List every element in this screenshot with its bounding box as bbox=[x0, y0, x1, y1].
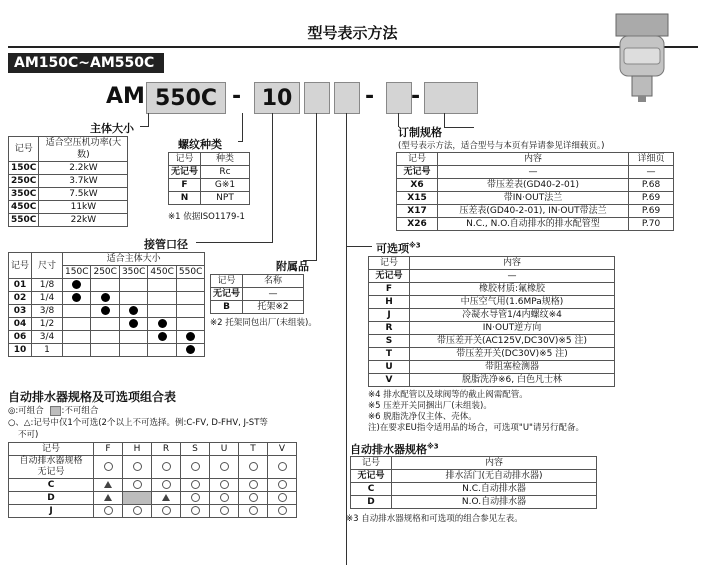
col-header: U bbox=[210, 443, 239, 456]
accessory-note: ※2 托架同包出厂(未组装)。 bbox=[210, 318, 317, 328]
circle-mark bbox=[133, 480, 142, 489]
cell: 带压差表(GD40-2-01) bbox=[438, 179, 629, 192]
note-line: ※5 压差开关同捆出厂(未组装)。 bbox=[368, 401, 492, 411]
circle-mark bbox=[249, 480, 258, 489]
col-header: T bbox=[239, 443, 268, 456]
cell: N.C., N.O.自动排水的排水配管型 bbox=[438, 218, 629, 231]
table-row bbox=[397, 205, 674, 218]
cell: 托架※2 bbox=[243, 301, 304, 314]
cell: 带阻塞检测器 bbox=[410, 361, 615, 374]
col-header: 450C bbox=[148, 266, 176, 279]
cell bbox=[152, 456, 181, 479]
cell: 22kW bbox=[39, 214, 128, 227]
model-custom-box bbox=[424, 82, 478, 114]
cell: 250C bbox=[9, 175, 39, 188]
table-row bbox=[369, 296, 615, 309]
combo-title: 自动排水器规格及可选项组合表 bbox=[8, 390, 177, 404]
cell: P.70 bbox=[629, 218, 674, 231]
cell bbox=[176, 279, 204, 292]
model-dash: - bbox=[232, 84, 242, 109]
circle-mark bbox=[191, 506, 200, 515]
cell bbox=[123, 505, 152, 518]
available-mark bbox=[129, 306, 138, 315]
note-line: ※4 排水配管以及球阀等的截止阀需配管。 bbox=[368, 390, 528, 400]
circle-mark bbox=[104, 506, 113, 515]
table-row bbox=[9, 331, 205, 344]
cell: F bbox=[369, 283, 410, 296]
cell: IN·OUT逆方向 bbox=[410, 322, 615, 335]
table-row bbox=[9, 492, 297, 505]
cell bbox=[152, 479, 181, 492]
cell: 1 bbox=[32, 344, 63, 357]
circle-mark bbox=[133, 462, 142, 471]
row-head: 自动排水器规格 bbox=[19, 456, 83, 466]
circle-mark bbox=[162, 480, 171, 489]
cell: 排水活门(无自动排水器) bbox=[392, 470, 597, 483]
cell: 无记号 bbox=[211, 288, 243, 301]
cell: 3.7kW bbox=[39, 175, 128, 188]
table-row bbox=[397, 218, 674, 231]
cell: T bbox=[369, 348, 410, 361]
col-header: 适合主体大小 bbox=[63, 253, 205, 266]
cell: 1/4 bbox=[32, 292, 63, 305]
table-row bbox=[369, 361, 615, 374]
page-title: 型号表示方法 bbox=[307, 24, 398, 42]
circle-mark bbox=[220, 462, 229, 471]
col-header: 550C bbox=[176, 266, 204, 279]
cell: 中压空气用(1.6MPa规格) bbox=[410, 296, 615, 309]
cell: 橡胶材质:氟橡胶 bbox=[410, 283, 615, 296]
cell: — bbox=[410, 270, 615, 283]
triangle-mark bbox=[162, 494, 170, 501]
col-header: 记号 bbox=[351, 457, 392, 470]
col-header: 记号 bbox=[169, 153, 201, 166]
cell bbox=[210, 492, 239, 505]
cell bbox=[123, 456, 152, 479]
available-mark bbox=[158, 319, 167, 328]
cell bbox=[152, 505, 181, 518]
cell: 无记号 bbox=[169, 166, 201, 179]
options-label bbox=[376, 240, 421, 256]
cell bbox=[181, 505, 210, 518]
col-header: V bbox=[268, 443, 297, 456]
cell: 带IN·OUT法兰 bbox=[438, 192, 629, 205]
cell bbox=[94, 505, 123, 518]
cell: X6 bbox=[397, 179, 438, 192]
combo-table bbox=[8, 442, 297, 518]
drain-label-sup: ※3 bbox=[427, 442, 439, 451]
cell bbox=[119, 279, 147, 292]
cell: P.69 bbox=[629, 192, 674, 205]
cell: H bbox=[369, 296, 410, 309]
col-header: 记号 bbox=[9, 137, 39, 162]
col-header: 150C bbox=[63, 266, 91, 279]
col-header: 适合空压机功率(大数) bbox=[39, 137, 128, 162]
cell bbox=[91, 305, 119, 318]
cell: 02 bbox=[9, 292, 32, 305]
table-row bbox=[9, 292, 205, 305]
cell bbox=[63, 279, 91, 292]
model-dash-2: - bbox=[365, 84, 375, 109]
cell bbox=[148, 344, 176, 357]
circle-mark bbox=[220, 480, 229, 489]
col-header: 记号 bbox=[9, 253, 32, 279]
cell bbox=[268, 479, 297, 492]
cell bbox=[176, 318, 204, 331]
table-row bbox=[369, 322, 615, 335]
cell: 7.5kW bbox=[39, 188, 128, 201]
cell bbox=[63, 344, 91, 357]
table-row bbox=[369, 348, 615, 361]
cell bbox=[210, 505, 239, 518]
cell: P.68 bbox=[629, 179, 674, 192]
cell: 带压差开关(AC125V,DC30V)※5 注) bbox=[410, 335, 615, 348]
drain-table bbox=[350, 456, 597, 509]
body-size-label: 主体大小 bbox=[90, 122, 134, 135]
table-row bbox=[369, 270, 615, 283]
cell bbox=[9, 456, 94, 479]
available-mark bbox=[72, 280, 81, 289]
accessory-label: 附属品 bbox=[276, 260, 309, 273]
cell bbox=[63, 318, 91, 331]
cell: J bbox=[9, 505, 94, 518]
cell: F bbox=[169, 179, 201, 192]
cell bbox=[91, 344, 119, 357]
cell: U bbox=[369, 361, 410, 374]
table-row bbox=[9, 279, 205, 292]
table-row bbox=[9, 479, 297, 492]
cell: — bbox=[629, 166, 674, 179]
filter-product-image bbox=[612, 8, 672, 104]
cell: 3/4 bbox=[32, 331, 63, 344]
available-mark bbox=[158, 332, 167, 341]
col-header: 记号 bbox=[397, 153, 438, 166]
note-line: ※6 脱脂洗净仅主体、壳体。 bbox=[368, 412, 477, 422]
cell: D bbox=[351, 496, 392, 509]
body-size-table bbox=[8, 136, 128, 227]
model-option-box bbox=[334, 82, 360, 114]
accessory-table bbox=[210, 274, 304, 314]
model-accessory-box bbox=[304, 82, 330, 114]
model-port-box: 10 bbox=[254, 82, 300, 114]
triangle-mark bbox=[104, 494, 112, 501]
cell: 03 bbox=[9, 305, 32, 318]
circle-mark bbox=[278, 493, 287, 502]
cell bbox=[63, 331, 91, 344]
model-body-size-box: 550C bbox=[146, 82, 226, 114]
cell: V bbox=[369, 374, 410, 387]
port-table bbox=[8, 252, 205, 357]
cell: 带压差开关(DC30V)※5 注) bbox=[410, 348, 615, 361]
cell: NPT bbox=[201, 192, 250, 205]
cell: S bbox=[369, 335, 410, 348]
col-header: 名称 bbox=[243, 275, 304, 288]
circle-mark bbox=[278, 480, 287, 489]
cell bbox=[94, 492, 123, 505]
table-row bbox=[369, 335, 615, 348]
cell bbox=[119, 331, 147, 344]
col-header: 内容 bbox=[392, 457, 597, 470]
cell: B bbox=[211, 301, 243, 314]
cell bbox=[119, 344, 147, 357]
cell bbox=[210, 456, 239, 479]
table-row bbox=[9, 344, 205, 357]
cell bbox=[239, 492, 268, 505]
cell: C bbox=[351, 483, 392, 496]
available-mark bbox=[129, 319, 138, 328]
table-row bbox=[369, 309, 615, 322]
col-header: 记号 bbox=[9, 443, 94, 456]
circle-mark bbox=[220, 493, 229, 502]
cell bbox=[239, 479, 268, 492]
cell bbox=[91, 279, 119, 292]
cell bbox=[148, 305, 176, 318]
cell: X26 bbox=[397, 218, 438, 231]
cell bbox=[91, 318, 119, 331]
cell: 01 bbox=[9, 279, 32, 292]
combo-legend-4: 不可) bbox=[18, 430, 39, 440]
col-header: 250C bbox=[91, 266, 119, 279]
circle-mark bbox=[191, 493, 200, 502]
cell: 11kW bbox=[39, 201, 128, 214]
cell: N bbox=[169, 192, 201, 205]
option-notes bbox=[368, 390, 584, 434]
circle-mark bbox=[104, 462, 113, 471]
model-dash-3: - bbox=[411, 84, 421, 109]
table-row bbox=[397, 192, 674, 205]
circle-mark bbox=[133, 506, 142, 515]
cell: 550C bbox=[9, 214, 39, 227]
thread-type-label: 螺纹种类 bbox=[178, 138, 222, 151]
cell bbox=[91, 292, 119, 305]
legend-ng: :不可组合 bbox=[61, 406, 99, 416]
options-label-sup: ※3 bbox=[409, 241, 421, 250]
port-size-label: 接管口径 bbox=[144, 238, 188, 251]
cell bbox=[210, 479, 239, 492]
cell: 1/2 bbox=[32, 318, 63, 331]
thread-note: ※1 依据ISO1179-1 bbox=[168, 212, 245, 222]
cell bbox=[123, 479, 152, 492]
table-row bbox=[9, 305, 205, 318]
cell: 450C bbox=[9, 201, 39, 214]
model-prefix: AM bbox=[106, 84, 145, 109]
drain-label bbox=[350, 441, 439, 457]
cell: 无记号 bbox=[351, 470, 392, 483]
cell: 脱脂洗净※6, 白色凡士林 bbox=[410, 374, 615, 387]
circle-mark bbox=[249, 506, 258, 515]
cell bbox=[119, 318, 147, 331]
cell bbox=[152, 492, 181, 505]
col-header: R bbox=[152, 443, 181, 456]
table-row bbox=[369, 283, 615, 296]
col-header: F bbox=[94, 443, 123, 456]
cell bbox=[148, 279, 176, 292]
cell bbox=[239, 505, 268, 518]
custom-label: 订制规格 bbox=[398, 126, 442, 139]
cell: R bbox=[369, 322, 410, 335]
col-header: 350C bbox=[119, 266, 147, 279]
col-header: H bbox=[123, 443, 152, 456]
cell bbox=[91, 331, 119, 344]
circle-mark bbox=[191, 462, 200, 471]
cell: N.O.自动排水器 bbox=[392, 496, 597, 509]
col-header: 内容 bbox=[410, 257, 615, 270]
cell bbox=[94, 456, 123, 479]
combo-legend-3: ○、△:记号中仅1个可选(2个以上不可选择。例:C-FV, D-FHV, J-ST等 bbox=[8, 418, 268, 428]
custom-note: (型号表示方法，适合型号与本页有异请参见详细载页。) bbox=[398, 141, 605, 151]
series-band: AM150C~AM550C bbox=[8, 53, 164, 73]
cell: — bbox=[243, 288, 304, 301]
cell bbox=[176, 305, 204, 318]
cell bbox=[239, 456, 268, 479]
circle-mark bbox=[278, 462, 287, 471]
cell: P.69 bbox=[629, 205, 674, 218]
cell: 150C bbox=[9, 162, 39, 175]
cell bbox=[148, 318, 176, 331]
title-rule bbox=[8, 46, 698, 48]
combo-legend bbox=[8, 404, 98, 416]
circle-mark bbox=[162, 506, 171, 515]
available-mark bbox=[101, 306, 110, 315]
available-mark bbox=[101, 293, 110, 302]
cell bbox=[268, 505, 297, 518]
cell bbox=[181, 456, 210, 479]
cell: 06 bbox=[9, 331, 32, 344]
col-header: 详细页 bbox=[629, 153, 674, 166]
cell bbox=[148, 331, 176, 344]
cell: D bbox=[9, 492, 94, 505]
cell: 2.2kW bbox=[39, 162, 128, 175]
circle-mark bbox=[220, 506, 229, 515]
circle-mark bbox=[191, 480, 200, 489]
model-drain-box bbox=[386, 82, 412, 114]
table-row bbox=[9, 505, 297, 518]
cell bbox=[119, 292, 147, 305]
options-label-text: 可选项 bbox=[376, 242, 409, 255]
table-row bbox=[369, 374, 615, 387]
cell: N.C.自动排水器 bbox=[392, 483, 597, 496]
row-head: 无记号 bbox=[37, 467, 65, 477]
available-mark bbox=[186, 332, 195, 341]
cell bbox=[268, 456, 297, 479]
cell: 冷凝水导管1/4内螺纹※4 bbox=[410, 309, 615, 322]
circle-mark bbox=[249, 493, 258, 502]
drain-note: ※3 自动排水器规格和可选项的组合参见左表。 bbox=[346, 514, 523, 524]
cell bbox=[268, 492, 297, 505]
cell: — bbox=[438, 166, 629, 179]
circle-mark bbox=[162, 462, 171, 471]
table-row bbox=[9, 318, 205, 331]
table-row bbox=[9, 456, 297, 479]
custom-table bbox=[396, 152, 674, 231]
cell bbox=[176, 344, 204, 357]
cell bbox=[94, 479, 123, 492]
col-header: S bbox=[181, 443, 210, 456]
col-header: 尺寸 bbox=[32, 253, 63, 279]
drain-label-text: 自动排水器规格 bbox=[350, 443, 427, 456]
col-header: 记号 bbox=[211, 275, 243, 288]
cell bbox=[176, 292, 204, 305]
triangle-mark bbox=[104, 481, 112, 488]
cell: 1/8 bbox=[32, 279, 63, 292]
cell: 无记号 bbox=[397, 166, 438, 179]
table-row bbox=[397, 166, 674, 179]
cell: 3/8 bbox=[32, 305, 63, 318]
available-mark bbox=[72, 293, 81, 302]
cell bbox=[181, 479, 210, 492]
note-line: 注)在要求EU指令适用品的场合，可选项"U"请另行配备。 bbox=[368, 423, 584, 433]
cell bbox=[148, 292, 176, 305]
cell bbox=[63, 305, 91, 318]
cell: 04 bbox=[9, 318, 32, 331]
cell: 10 bbox=[9, 344, 32, 357]
cell: 无记号 bbox=[369, 270, 410, 283]
table-row bbox=[397, 179, 674, 192]
legend-grey-swatch bbox=[50, 406, 61, 416]
circle-mark bbox=[249, 462, 258, 471]
cell bbox=[181, 492, 210, 505]
col-header: 种类 bbox=[201, 153, 250, 166]
cell bbox=[123, 492, 152, 505]
cell: 压差表(GD40-2-01), IN·OUT带法兰 bbox=[438, 205, 629, 218]
cell: X17 bbox=[397, 205, 438, 218]
col-header: 内容 bbox=[438, 153, 629, 166]
cell: X15 bbox=[397, 192, 438, 205]
circle-mark bbox=[278, 506, 287, 515]
cell: 350C bbox=[9, 188, 39, 201]
cell: J bbox=[369, 309, 410, 322]
cell: G※1 bbox=[201, 179, 250, 192]
col-header: 记号 bbox=[369, 257, 410, 270]
cell: Rc bbox=[201, 166, 250, 179]
cell bbox=[63, 292, 91, 305]
available-mark bbox=[186, 345, 195, 354]
option-table bbox=[368, 256, 615, 387]
cell: C bbox=[9, 479, 94, 492]
thread-table bbox=[168, 152, 250, 205]
legend-ok: ◎:可组合 bbox=[8, 406, 44, 416]
cell bbox=[119, 305, 147, 318]
cell bbox=[176, 331, 204, 344]
